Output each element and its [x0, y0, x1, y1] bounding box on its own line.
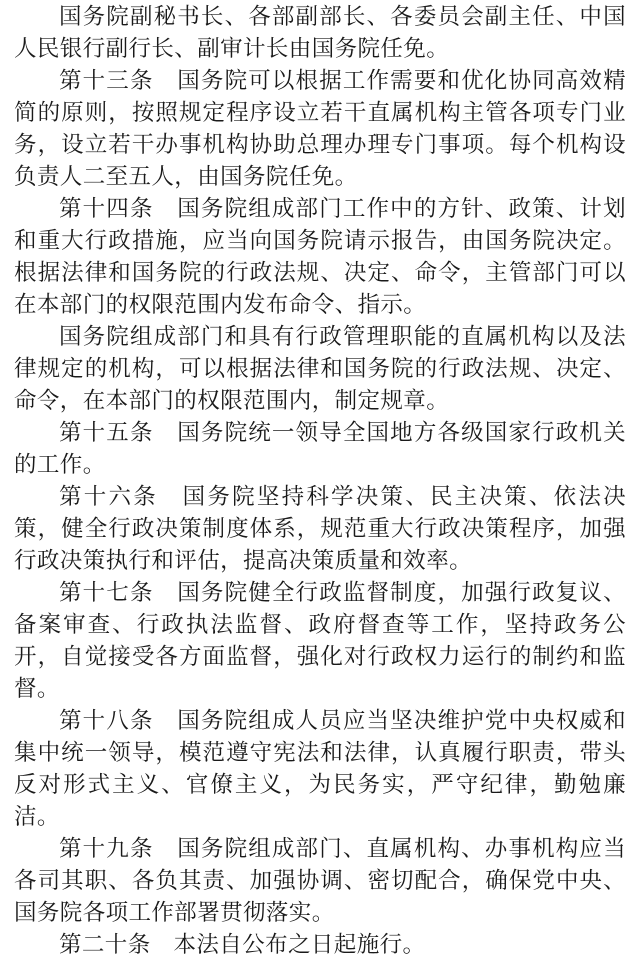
- article-14-clause-2: 国务院组成部门和具有行政管理职能的直属机构以及法律规定的机构，可以根据法律和国务院的行政法规、决定、命令，在本部门的权限范围内，制定规章。: [14, 324, 626, 414]
- article-13: 第十三条 国务院可以根据工作需要和优化协同高效精简的原则，按照规定程序设立若干直属机构主管各项专门业务，设立若干办事机构协助总理办理专门事项。每个机构设负责人二至五人，由国务院任免。: [14, 68, 626, 190]
- article-18: 第十八条 国务院组成人员应当坚决维护党中央权威和集中统一领导，模范遵守宪法和法律，认真履行职责，带头反对形式主义、官僚主义，为民务实，严守纪律，勤勉廉洁。: [14, 708, 626, 830]
- paragraph-appointment: 国务院副秘书长、各部副部长、各委员会副主任、中国人民银行副行长、副审计长由国务院任免。: [14, 4, 626, 62]
- document-page: [14, 1, 626, 961]
- article-15: 第十五条 国务院统一领导全国地方各级国家行政机关的工作。: [14, 420, 626, 478]
- article-19: 第十九条 国务院组成部门、直属机构、办事机构应当各司其职、各负其责、加强协调、密切配合，确保党中央、国务院各项工作部署贯彻落实。: [14, 836, 626, 926]
- article-20: 第二十条 本法自公布之日起施行。: [59, 932, 426, 958]
- article-17: 第十七条 国务院健全行政监督制度，加强行政复议、备案审查、行政执法监督、政府督查等工作，坚持政务公开，自觉接受各方面监督，强化对行政权力运行的制约和监督。: [14, 580, 626, 702]
- article-16: 第十六条 国务院坚持科学决策、民主决策、依法决策，健全行政决策制度体系，规范重大行政决策程序，加强行政决策执行和评估，提高决策质量和效率。: [14, 484, 626, 574]
- article-14: 第十四条 国务院组成部门工作中的方针、政策、计划和重大行政措施，应当向国务院请示报告，由国务院决定。根据法律和国务院的行政法规、决定、命令，主管部门可以在本部门的权限范围内发布命令、指示。: [14, 196, 626, 318]
